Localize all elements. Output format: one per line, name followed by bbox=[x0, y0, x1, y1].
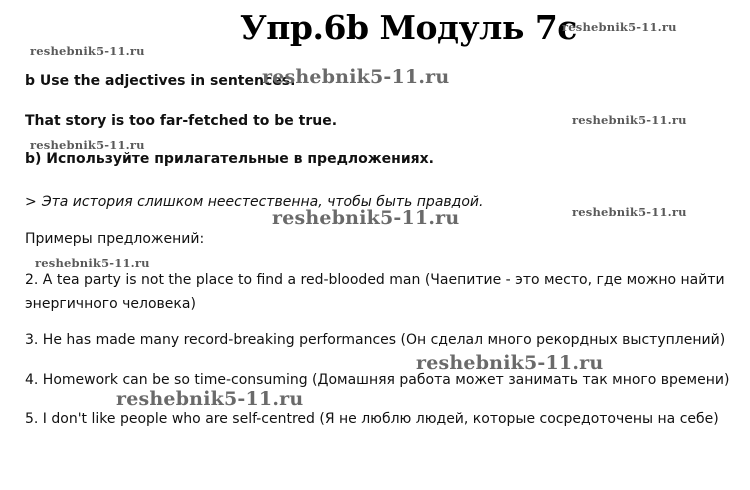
sentence-item: 4. Homework can be so time-consuming (Домашняя работа может занимать так много времени) bbox=[25, 372, 730, 388]
heading-ru: b) Используйте прилагательные в предложениях. bbox=[25, 151, 434, 167]
translation-marker: > bbox=[25, 194, 37, 210]
watermark: reshebnik5-11.ru bbox=[30, 44, 145, 58]
example-en: That story is too far-fetched to be true. bbox=[25, 113, 338, 129]
watermark: reshebnik5-11.ru bbox=[116, 388, 304, 410]
sentence-item: 3. He has made many record-breaking performances (Он сделал много рекордных выступлений) bbox=[25, 332, 726, 348]
watermark: reshebnik5-11.ru bbox=[572, 113, 687, 127]
page-title: Упр.6b Модуль 7с bbox=[240, 8, 577, 47]
sentence-item: 5. I don't like people who are self-centred (Я не люблю людей, которые сосредоточены на себе) bbox=[25, 411, 719, 427]
watermark: reshebnik5-11.ru bbox=[572, 205, 687, 219]
watermark: reshebnik5-11.ru bbox=[35, 256, 150, 270]
watermark: reshebnik5-11.ru bbox=[272, 207, 460, 229]
sentence-item: 2. A tea party is not the place to find a red-blooded man (Чаепитие - это место, где можно найти энергичного человека) bbox=[25, 272, 725, 312]
heading-en: b Use the adjectives in sentences. bbox=[25, 73, 296, 89]
watermark: reshebnik5-11.ru bbox=[416, 352, 604, 374]
watermark: reshebnik5-11.ru bbox=[562, 20, 677, 34]
example-ru: Эта история слишком неестественна, чтобы быть правдой. bbox=[41, 194, 484, 210]
watermark: reshebnik5-11.ru bbox=[262, 66, 450, 88]
examples-label: Примеры предложений: bbox=[25, 231, 205, 247]
watermark: reshebnik5-11.ru bbox=[30, 138, 145, 152]
